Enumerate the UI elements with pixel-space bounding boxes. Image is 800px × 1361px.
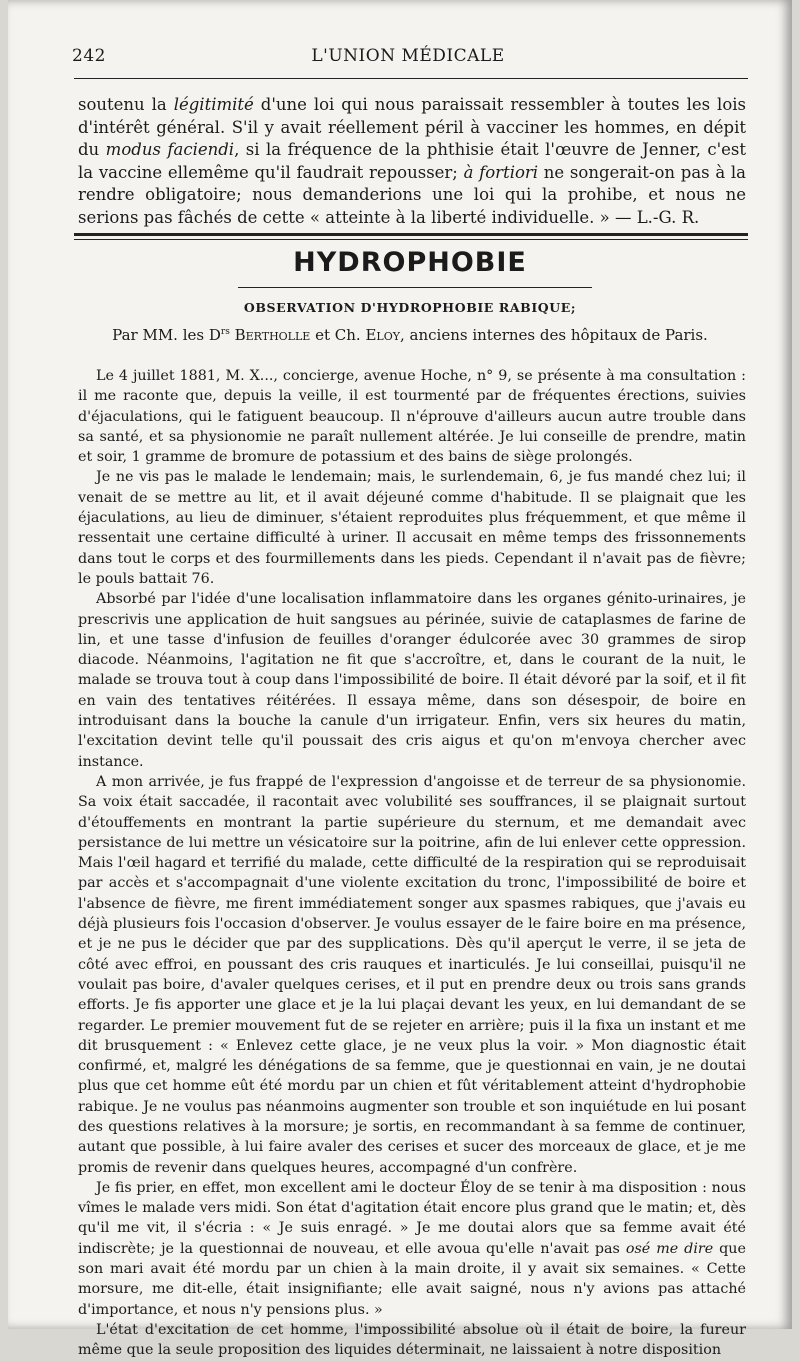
section-divider-thin: [74, 239, 748, 240]
italic-phrase: osé me dire: [625, 1240, 714, 1257]
article-authors: Par MM. les $D^{rs}$ Bertholle et Ch. Eloy, anciens internes des hôpitaux de Paris.: [112, 326, 708, 344]
article-title: HYDROPHOBIE: [293, 247, 527, 278]
article-subtitle: OBSERVATION D'HYDROPHOBIE RABIQUE;: [243, 300, 577, 315]
paragraph: Le 4 juillet 1881, M. X..., concierge, avenue Hoche, n° 9, se présente à ma consultation : il me raconte que, depuis la veille, il est tourmenté par de fréquentes érections, suivies d'éjaculations, qui le fatiguent beaucoup. Il n'éprouve d'ailleurs aucun autre trouble dans sa santé, et sa physionomie ne paraît nullement altérée. Je lui conseille de prendre, matin et soir, 1 gramme de bromure de potassium et des bains de siège prolongés.: [78, 368, 746, 466]
author-name: Eloy: [365, 326, 400, 344]
paragraph: Je fis prier, en effet, mon excellent ami le docteur Éloy de se tenir à ma disposition : nous vîmes le malade vers midi. Son état d'agitation était encore plus grand que le matin; et, dès qu'il me vit, il s'écria : « Je suis enragé. » Je me doutai alors que sa femme avait été indiscrète; je la questionnai de nouveau, et elle avoua qu'elle n'avait pas osé me dire que son mari avait été mordu par un chien à la main droite, il y avait six semaines. « Cette morsure, me dit-elle, était insignifiante; elle avait saigné, nous n'y avions pas attaché d'importance, et nous n'y pensions plus. »: [78, 1179, 746, 1318]
paragraph: Absorbé par l'idée d'une localisation inflammatoire dans les organes génito-urinaires, je prescrivis une application de huit sangsues au périnée, suivie de cataplasmes de farine de lin, et une tasse d'infusion de feuilles d'oranger édulcorée avec 30 grammes de sirop diacode. Néanmoins, l'agitation ne fit que s'accroître, et, dans le courant de la nuit, le malade se trouva tout à coup dans l'impossibilité de boire. Il était dévoré par la soif, et il fit en vain des tentatives réitérées. Il essaya même, dans son désespoir, de boire en introduisant dans la bouche la canule d'un irrigateur. Enfin, vers six heures du matin, l'excitation devint telle qu'il poussait des cris aigus et qu'on m'envoya chercher avec instance.: [78, 591, 746, 770]
header-rule: [74, 78, 748, 79]
document-page: [8, 0, 792, 1359]
preceding-article-conclusion: soutenu la légitimité d'une loi qui nous paraissait ressembler à toutes les lois d'intérêt général. S'il y avait réellement péril à vacciner les hommes, en dépit du modus faciendi, si la fréquence de la phthisie était l'œuvre de Jenner, c'est la vaccine ellemême qu'il faudrait repousser; à fortiori ne songerait-on pas à la rendre obligatoire; nous demanderions une loi qui la prohibe, et nous ne serions pas fâchés de cette « atteinte à la liberté individuelle. » — L.-G. R.: [78, 95, 747, 227]
section-divider-thick: [74, 233, 748, 236]
paragraph: A mon arrivée, je fus frappé de l'expression d'angoisse et de terreur de sa physionomie. Sa voix était saccadée, il racontait avec volubilité ses souffrances, il se plaignait surtout d'étouffements en montrant la partie supérieure du sternum, et me demandait avec persistance de lui mettre un vésicatoire sur la poitrine, afin de lui enlever cette oppression. Mais l'œil hagard et terrifié du malade, cette difficulté de la respiration qui se reproduisait par accès et s'accompagnait d'une violente excitation du tronc, l'impossibilité de boire et l'absence de fièvre, me firent immédiatement songer aux spasmes rabiques, que j'avais eu déjà plusieurs fois l'occasion d'observer. Je voulus essayer de le faire boire en ma présence, et je ne pus le décider que par des supplications. Dès qu'il aperçut le verre, il se jeta de côté avec effroi, en poussant des cris rauques et inarticulés. Je lui conseillai, puisqu'il ne voulait pas boire, d'avaler quelques cerises, et il put en prendre deux ou trois sans grands efforts. Je fis apporter une glace et je la lui plaçai devant les yeux, en lui demandant de se regarder. Le premier mouvement fut de se rejeter en arrière; puis il la fixa un instant et me dit brusquement : « Enlevez cette glace, je ne veux plus la voir. » Mon diagnostic était confirmé, et, malgré les dénégations de sa femme, que je questionnai en vain, je ne doutai plus que cet homme eût été mordu par un chien et fût véritablement atteint d'hydrophobie rabique. Je ne voulus pas néanmoins augmenter son trouble et son inquiétude en lui posant des questions relatives à la morsure; je sortis, en recommandant à sa femme de continuer, autant que possible, à lui faire avaler des cerises et sucer des morceaux de glace, et je me promis de revenir dans quelques heures, accompagné d'un confrère.: [78, 773, 746, 1176]
author-name: Bertholle: [234, 326, 311, 344]
title-underline: [238, 287, 592, 288]
page-number: 242: [72, 46, 106, 66]
italic-term: modus faciendi: [105, 140, 235, 159]
journal-title: L'UNION MÉDICALE: [311, 46, 505, 66]
paragraph: Je ne vis pas le malade le lendemain; mais, le surlendemain, 6, je fus mandé chez lui; il venait de se mettre au lit, et il avait déjeuné comme d'habitude. Il se plaignait que les éjaculations, au lieu de diminuer, s'étaient reproduites plus fréquemment, et que même il ressentait une certaine difficulté à uriner. Il accusait en même temps des frissonnements dans tout le corps et des fourmillements dans les pieds. Cependant il n'avait pas de fièvre; le pouls battait 76.: [78, 469, 746, 587]
italic-term: à fortiori: [463, 162, 539, 182]
article-body: [78, 366, 746, 1361]
paragraph: L'état d'excitation de cet homme, l'impossibilité absolue où il était de boire, la fureur même que la seule proposition des liquides déterminait, ne laissaient à notre disposition: [78, 1321, 746, 1359]
italic-term: légitimité: [173, 95, 254, 114]
